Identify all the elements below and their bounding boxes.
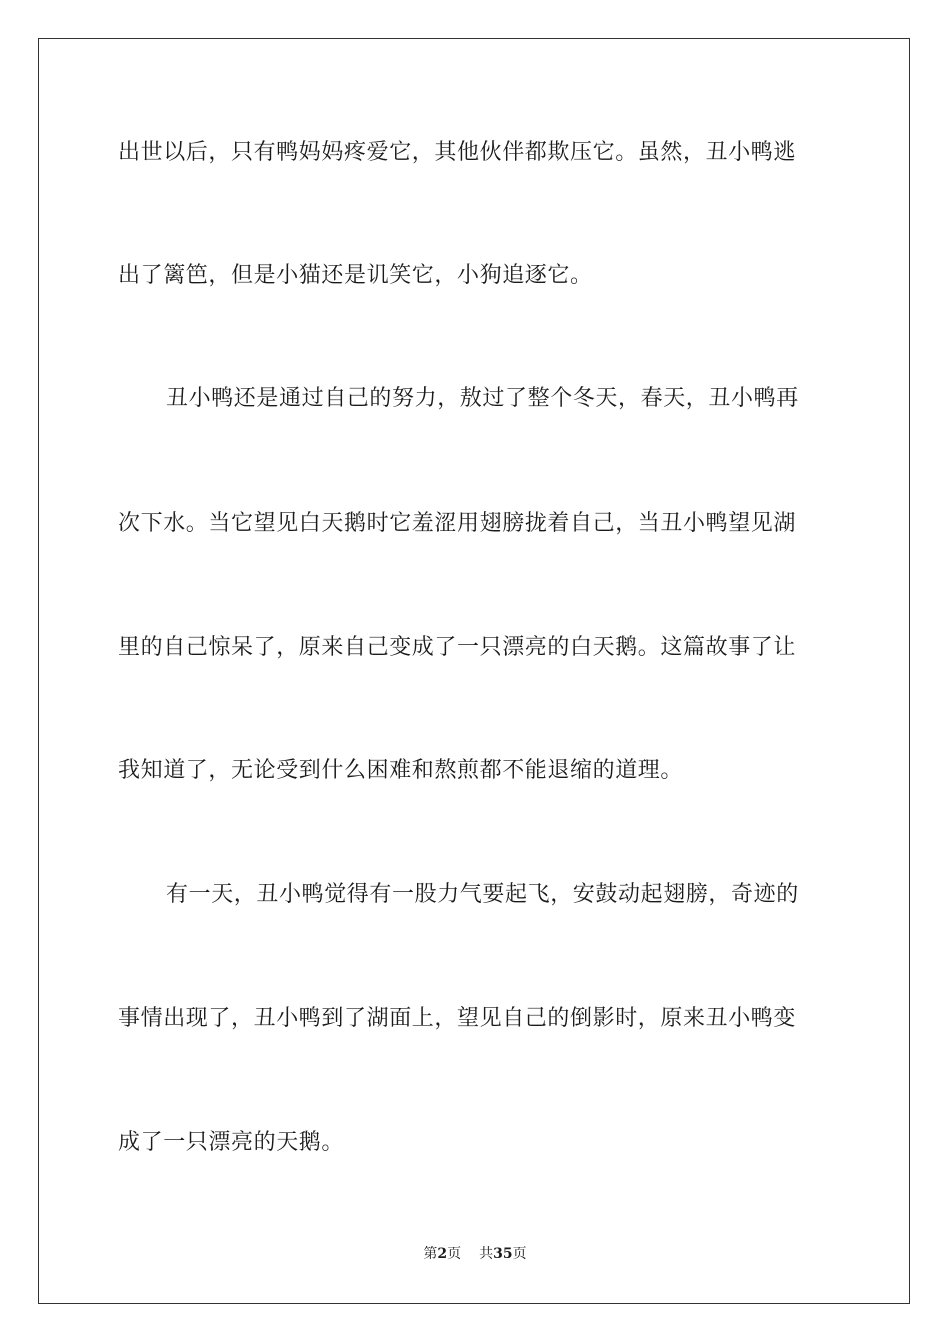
text-line: 次下水。当它望见白天鹅时它羞涩用翅膀拢着自己，当丑小鸭望见湖 — [118, 511, 797, 536]
text-line: 里的自己惊呆了，原来自己变成了一只漂亮的白天鹅。这篇故事了让 — [118, 635, 797, 660]
page-suffix: 页 — [447, 1246, 462, 1262]
text-line: 我知道了，无论受到什么困难和熬煎都不能退缩的道理。 — [118, 758, 684, 783]
text-line: 出世以后，只有鸭妈妈疼爱它，其他伙伴都欺压它。虽然，丑小鸭逃 — [118, 140, 797, 165]
page-prefix: 第 — [423, 1246, 438, 1262]
text-line: 事情出现了，丑小鸭到了湖面上，望见自己的倒影时，原来丑小鸭变 — [118, 1006, 797, 1031]
paragraph-start-line: 丑小鸭还是通过自己的努力，敖过了整个冬天，春天，丑小鸭再 — [166, 386, 799, 411]
text-line: 成了一只漂亮的天鹅。 — [118, 1130, 345, 1155]
total-pages: 35 — [493, 1246, 513, 1262]
page-number: 2 — [437, 1246, 448, 1262]
text-line: 出了篱笆，但是小猫还是讥笑它，小狗追逐它。 — [118, 263, 593, 288]
paragraph-start-line: 有一天，丑小鸭觉得有一股力气要起飞，安鼓动起翅膀，奇迹的 — [166, 882, 799, 907]
page-border — [38, 38, 910, 1304]
total-prefix: 共 — [479, 1246, 494, 1262]
page-footer — [0, 1244, 950, 1264]
total-suffix: 页 — [512, 1246, 527, 1262]
